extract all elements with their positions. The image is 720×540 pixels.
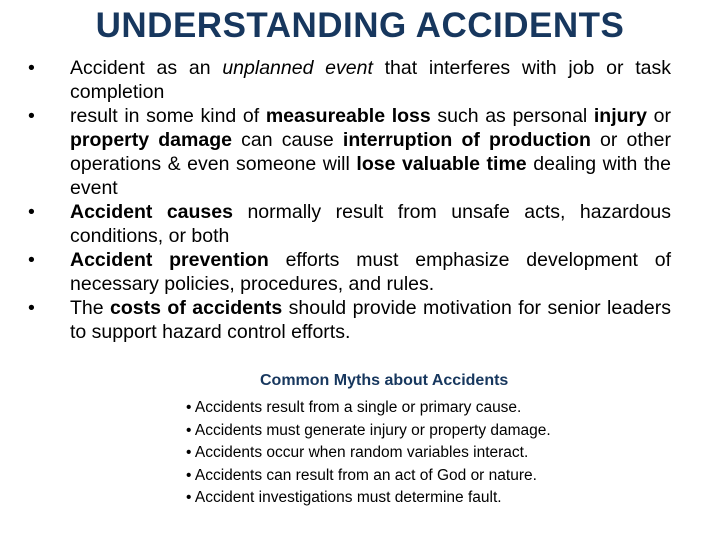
bullet-text: efforts must emphasize development of necessary policies, procedures, and rules.	[70, 249, 671, 295]
bullet-text: result in some kind of	[70, 105, 266, 127]
myth-item: • Accident investigations must determine fault.	[186, 489, 502, 506]
bullet-item	[28, 200, 671, 248]
bullet-text: Accident as an	[70, 57, 223, 79]
bullet-item	[28, 296, 671, 344]
bullet-text: normally result from unsafe acts, hazardous conditions, or both	[70, 201, 671, 247]
bullet-keyword: lose valuable time	[356, 153, 527, 175]
bullet-keyword: costs of accidents	[110, 297, 283, 319]
bullet-icon: •	[28, 249, 35, 271]
bullet-text: such as personal	[430, 105, 594, 127]
bullet-text: can cause	[231, 129, 343, 151]
bullet-text: that interferes with job or task completion	[70, 57, 671, 103]
myths-list	[186, 397, 551, 510]
bullet-keyword: injury	[593, 105, 647, 127]
bullet-emphasis: unplanned event	[222, 57, 373, 79]
slide-title: UNDERSTANDING ACCIDENTS	[95, 6, 625, 45]
myth-item: • Accidents occur when random variables interact.	[186, 444, 529, 461]
bullet-icon: •	[28, 105, 35, 127]
bullet-text: or other operations & even someone will	[70, 129, 671, 175]
myth-item: • Accidents result from a single or primary cause.	[186, 399, 522, 416]
bullet-item	[28, 104, 671, 200]
bullet-keyword: Accident prevention	[70, 249, 269, 271]
bullet-keyword: interruption of production	[342, 129, 591, 151]
bullet-item	[28, 248, 671, 296]
bullet-keyword: property damage	[70, 129, 232, 151]
bullet-keyword: measureable loss	[265, 105, 431, 127]
bullet-text: dealing with the event	[70, 153, 671, 199]
bullet-icon: •	[28, 57, 35, 79]
bullet-text: The	[70, 297, 111, 319]
bullet-keyword: Accident causes	[70, 201, 233, 223]
myths-heading: Common Myths about Accidents	[260, 372, 509, 389]
bullet-icon: •	[28, 201, 35, 223]
myth-item: • Accidents can result from an act of God or nature.	[186, 466, 537, 484]
bullet-icon: •	[28, 297, 35, 319]
bullet-text: should provide motivation for senior leaders to support hazard control efforts.	[70, 297, 671, 343]
bullet-item	[28, 56, 671, 104]
bullet-text: or	[646, 105, 671, 127]
bullet-list	[28, 56, 671, 344]
myth-item: • Accidents must generate injury or property damage.	[186, 421, 551, 439]
